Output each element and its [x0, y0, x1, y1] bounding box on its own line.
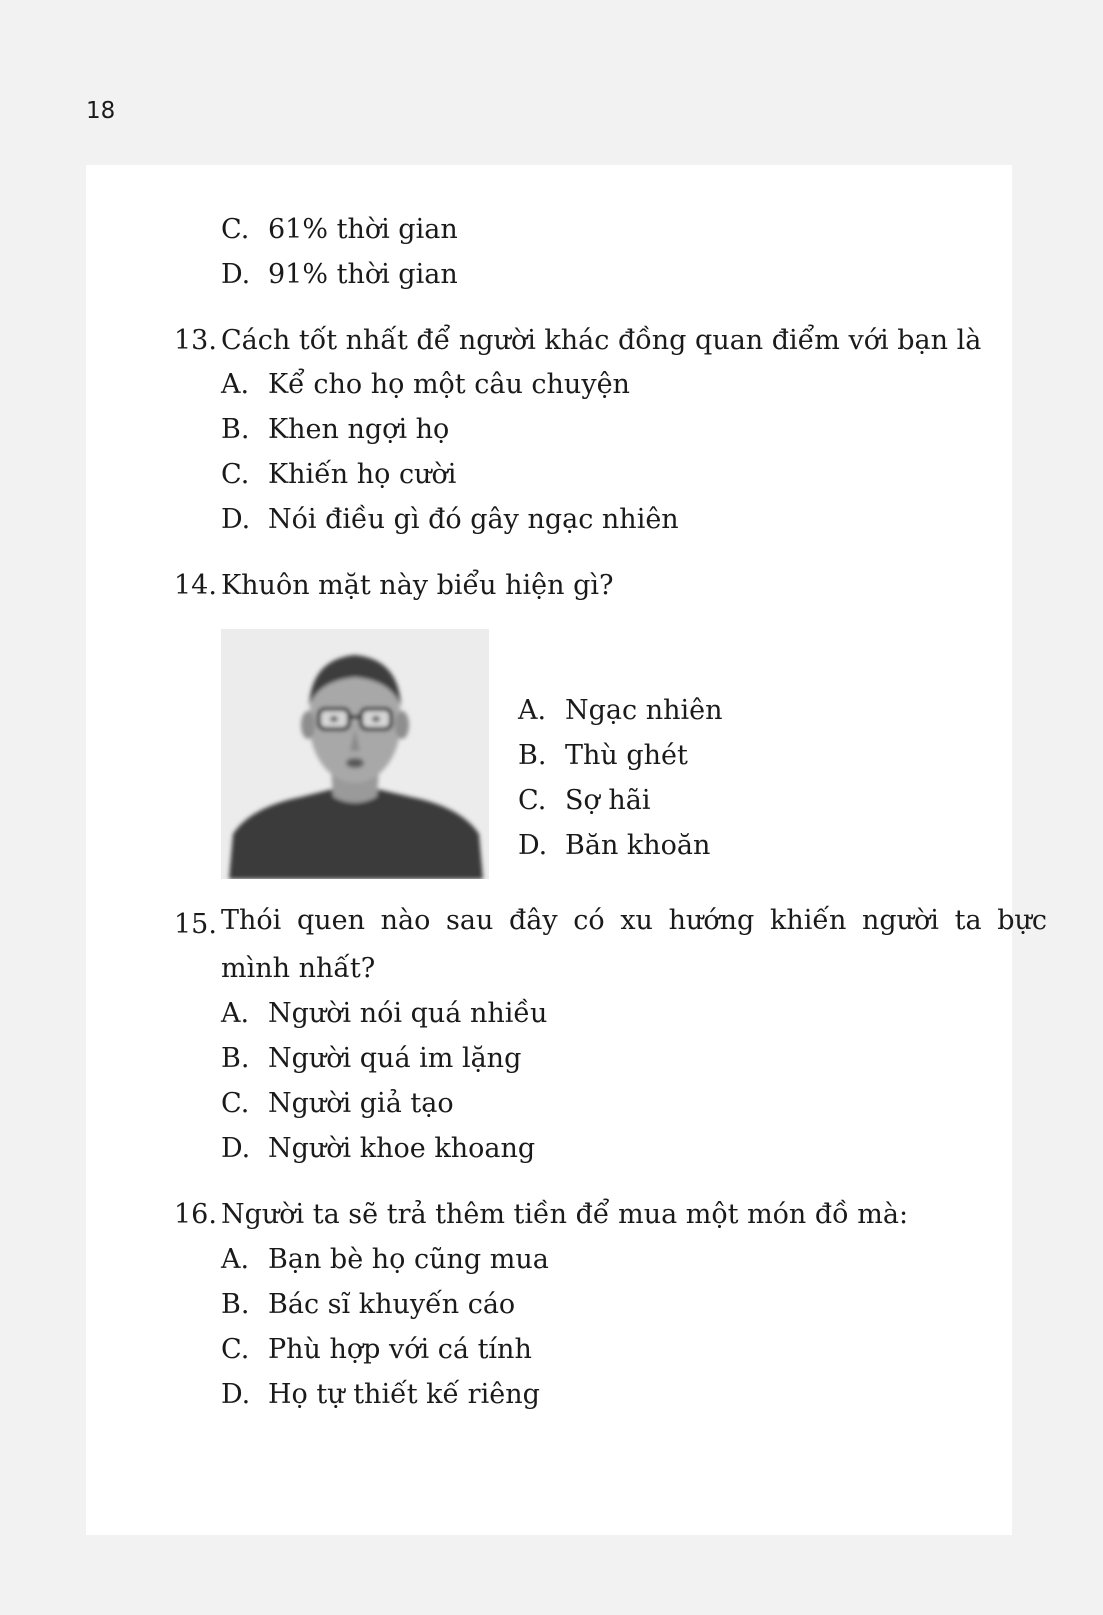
q16-option-b — [221, 1291, 515, 1318]
option-text: 91% thời gian — [268, 259, 458, 290]
face-photo — [221, 629, 489, 879]
option-letter: B. — [221, 414, 250, 445]
option-letter: A. — [221, 998, 250, 1029]
option-text: Khen ngợi họ — [268, 414, 450, 445]
option-text: Bác sĩ khuyến cáo — [268, 1289, 516, 1320]
q14-option-b — [518, 742, 688, 769]
option-text: Khiến họ cười — [268, 459, 457, 490]
question-number: 16. — [174, 1199, 217, 1230]
option-letter: C. — [221, 214, 250, 245]
question-number: 14. — [174, 570, 217, 601]
q14-option-d — [518, 832, 710, 859]
q12-option-d — [221, 261, 458, 288]
question-text-line-2: mình nhất? — [221, 953, 376, 984]
option-text: Người quá im lặng — [268, 1043, 522, 1074]
option-letter: C. — [221, 1088, 250, 1119]
option-text: Kể cho họ một câu chuyện — [268, 369, 630, 400]
option-letter: A. — [221, 1244, 250, 1275]
option-letter: C. — [518, 785, 547, 816]
option-letter: D. — [518, 830, 548, 861]
option-text: Người khoe khoang — [268, 1133, 536, 1164]
face-photo-illustration — [221, 629, 489, 879]
option-letter: B. — [221, 1289, 250, 1320]
page-number: 18 — [86, 98, 116, 124]
question-number: 13. — [174, 325, 217, 356]
q15-option-d — [221, 1135, 535, 1162]
q14-option-c — [518, 787, 650, 814]
q15-option-c — [221, 1090, 454, 1117]
q16-option-c — [221, 1336, 532, 1363]
q13-option-d — [221, 506, 679, 533]
option-text: Thù ghét — [565, 740, 688, 771]
q15-option-a — [221, 1000, 547, 1027]
question-text: Người ta sẽ trả thêm tiền để mua một món đồ mà: — [221, 1199, 909, 1230]
option-letter: D. — [221, 259, 251, 290]
option-text: 61% thời gian — [268, 214, 458, 245]
option-letter: B. — [221, 1043, 250, 1074]
option-text: Bạn bè họ cũng mua — [268, 1244, 549, 1275]
question-text: Khuôn mặt này biểu hiện gì? — [221, 570, 614, 601]
q16-option-d — [221, 1381, 540, 1408]
q14-option-a — [518, 697, 723, 724]
option-letter: A. — [518, 695, 547, 726]
option-letter: B. — [518, 740, 547, 771]
option-text: Băn khoăn — [565, 830, 711, 861]
q15-option-b — [221, 1045, 521, 1072]
option-letter: C. — [221, 459, 250, 490]
q12-option-c — [221, 216, 458, 243]
option-text: Sợ hãi — [565, 785, 651, 816]
q13-option-a — [221, 371, 630, 398]
question-text: Cách tốt nhất để người khác đồng quan điểm với bạn là — [221, 325, 982, 356]
q16-option-a — [221, 1246, 549, 1273]
option-letter: A. — [221, 369, 250, 400]
q13-option-c — [221, 461, 456, 488]
option-letter: C. — [221, 1334, 250, 1365]
option-letter: D. — [221, 1379, 251, 1410]
option-text: Người nói quá nhiều — [268, 998, 548, 1029]
question-number: 15. — [174, 909, 217, 940]
option-letter: D. — [221, 1133, 251, 1164]
option-text: Người giả tạo — [268, 1088, 454, 1119]
option-text: Họ tự thiết kế riêng — [268, 1379, 540, 1410]
option-text: Phù hợp với cá tính — [268, 1334, 532, 1365]
question-text-line-1: Thói quen nào sau đây có xu hướng khiến người ta bực — [221, 905, 1047, 936]
q13-option-b — [221, 416, 449, 443]
page-content — [86, 165, 1047, 1535]
option-text: Ngạc nhiên — [565, 695, 723, 726]
option-text: Nói điều gì đó gây ngạc nhiên — [268, 504, 679, 535]
option-letter: D. — [221, 504, 251, 535]
